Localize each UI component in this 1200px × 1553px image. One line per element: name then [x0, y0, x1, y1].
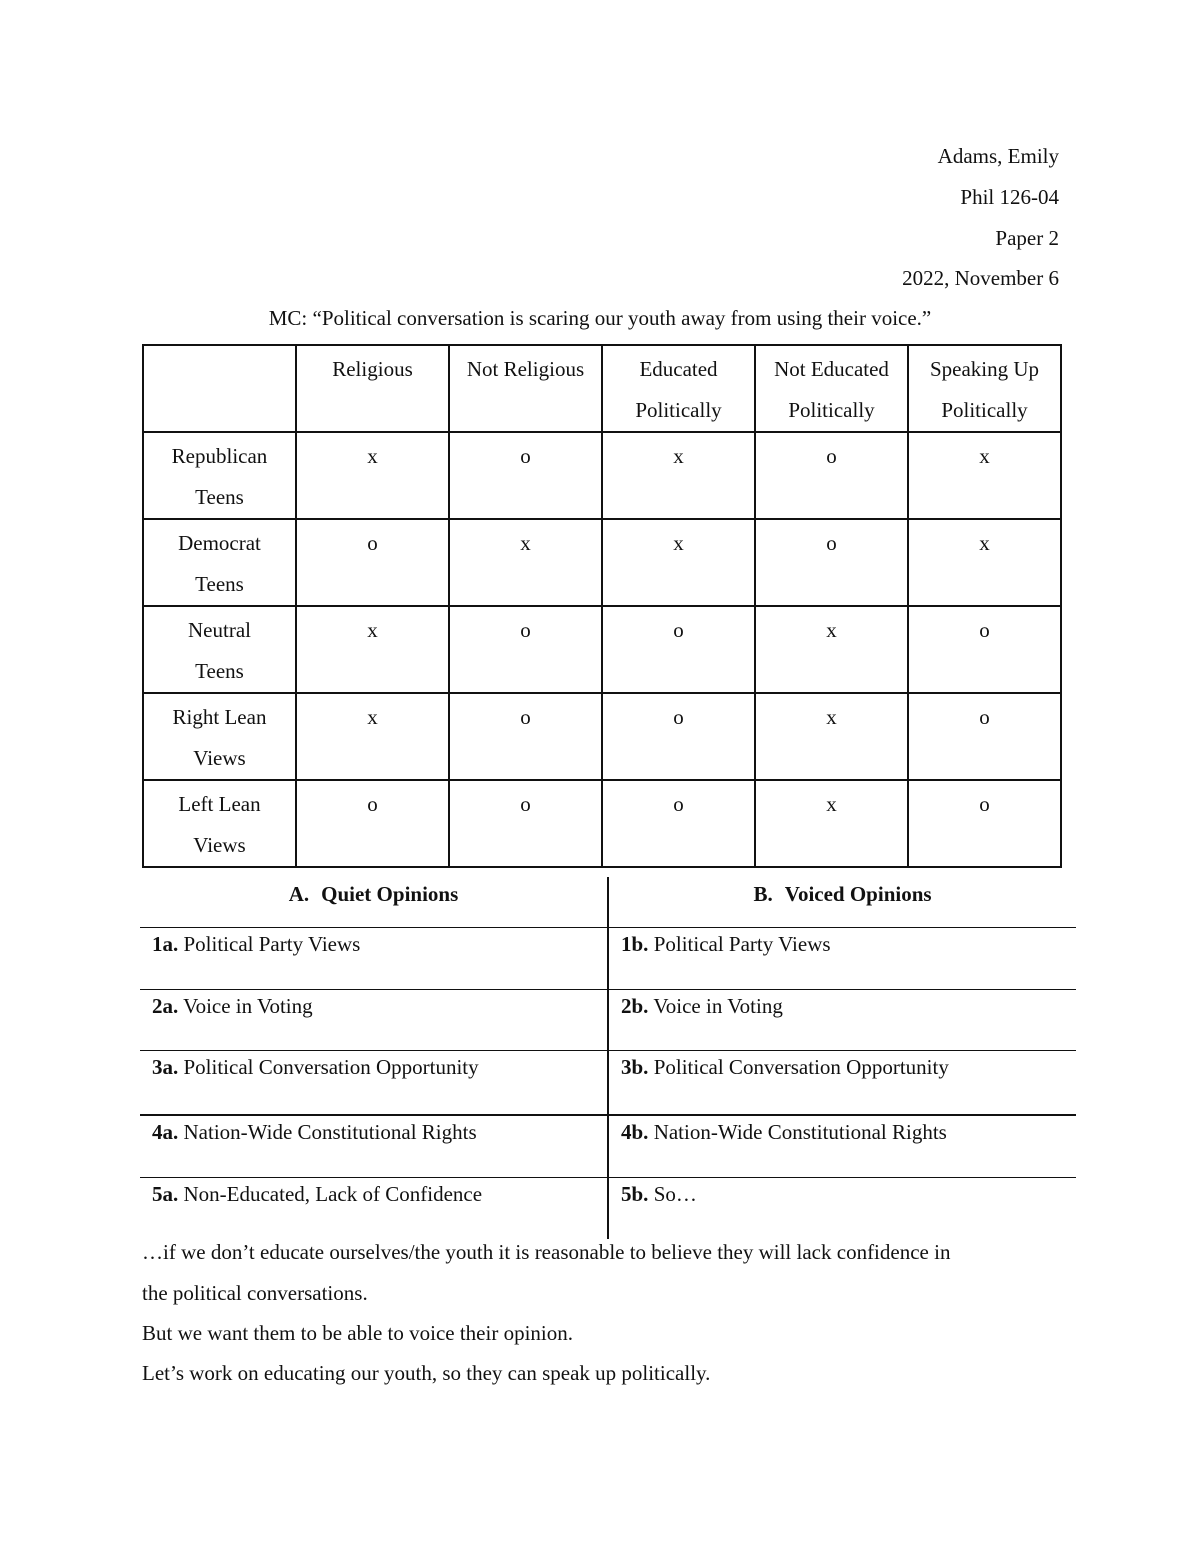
header-title: Voiced Opinions: [784, 882, 932, 906]
quiet-opinion-cell: [140, 989, 608, 1050]
item-number: 2b.: [621, 993, 649, 1018]
item-text: Nation-Wide Constitutional Rights: [183, 1120, 477, 1144]
item-number: 2a.: [152, 993, 179, 1018]
header-letter: A.: [288, 882, 310, 906]
grid-row-label: [143, 432, 296, 519]
item-number: 3b.: [621, 1054, 649, 1079]
grid-cell: x: [755, 606, 908, 693]
col-header-line: Politically: [788, 398, 875, 422]
item-number: 5a.: [152, 1181, 179, 1206]
col-header-line: Educated: [639, 357, 718, 381]
item-number: 1b.: [621, 931, 649, 956]
grid-col-header: [908, 345, 1061, 432]
item-number: 4b.: [621, 1120, 649, 1144]
grid-col-header: [296, 345, 449, 432]
grid-col-header: [755, 345, 908, 432]
item-text: Voice in Voting: [183, 993, 313, 1018]
opinions-row: [140, 1177, 1076, 1239]
grid-cell: o: [908, 693, 1061, 780]
grid-cell: x: [908, 432, 1061, 519]
grid-cell: o: [908, 780, 1061, 867]
grid-header-row: [143, 345, 1061, 432]
col-header-line: Not Religious: [466, 357, 585, 381]
grid-row-label: [143, 780, 296, 867]
grid-row: [143, 780, 1061, 867]
col-header-line: Speaking Up: [929, 357, 1040, 381]
opinions-header-row: [140, 877, 1076, 927]
grid-cell: o: [755, 432, 908, 519]
item-text: Political Party Views: [653, 931, 831, 956]
opinions-row: [140, 989, 1076, 1050]
opinions-table: [140, 877, 1076, 1239]
item-text: Political Conversation Opportunity: [653, 1054, 949, 1079]
grid-cell: x: [908, 519, 1061, 606]
row-label-line: Neutral: [188, 618, 251, 642]
grid-cell: x: [602, 519, 755, 606]
main-claim: MC: “Political conversation is scaring our youth away from using their voice.”: [268, 306, 932, 330]
row-label-line: Teens: [195, 485, 244, 509]
opinions-row: [140, 1115, 1076, 1177]
grid-cell: x: [602, 432, 755, 519]
grid-row: [143, 519, 1061, 606]
item-text: Nation-Wide Constitutional Rights: [653, 1120, 947, 1144]
conclusion-line: But we want them to be able to voice their opinion.: [142, 1321, 573, 1345]
col-header-line: Politically: [941, 398, 1028, 422]
item-number: 5b.: [621, 1181, 649, 1206]
grid-corner-cell: [143, 345, 296, 432]
conclusion-line: …if we don’t educate ourselves/the youth it is reasonable to believe they will lack confidence in: [142, 1240, 951, 1264]
grid-cell: o: [602, 606, 755, 693]
opinions-row: [140, 927, 1076, 989]
quiet-opinion-cell: [140, 1050, 608, 1115]
item-text: So…: [653, 1181, 697, 1206]
paper-date: 2022, November 6: [902, 266, 1059, 290]
voiced-opinion-cell: [608, 1115, 1076, 1177]
item-text: Voice in Voting: [653, 993, 783, 1018]
grid-row-label: [143, 606, 296, 693]
grid-row-label: [143, 693, 296, 780]
item-text: Political Conversation Opportunity: [183, 1054, 479, 1079]
grid-cell: x: [296, 693, 449, 780]
grid-cell: o: [602, 693, 755, 780]
grid-cell: o: [296, 519, 449, 606]
comparison-grid: [142, 344, 1062, 868]
voiced-opinion-cell: [608, 989, 1076, 1050]
col-header-line: Religious: [332, 357, 413, 381]
grid-cell: x: [296, 432, 449, 519]
header-title: Quiet Opinions: [321, 882, 459, 906]
header-letter: B.: [753, 882, 773, 906]
grid-row: [143, 606, 1061, 693]
grid-cell: o: [296, 780, 449, 867]
grid-cell: x: [755, 780, 908, 867]
voiced-opinion-cell: [608, 1050, 1076, 1115]
row-label-line: Democrat: [178, 531, 261, 555]
grid-cell: o: [449, 432, 602, 519]
quiet-opinions-header: [140, 877, 608, 927]
grid-row: [143, 693, 1061, 780]
voiced-opinions-header: [608, 877, 1076, 927]
grid-cell: x: [449, 519, 602, 606]
grid-row: [143, 432, 1061, 519]
row-label-line: Teens: [195, 659, 244, 683]
item-number: 4a.: [152, 1120, 179, 1144]
row-label-line: Views: [193, 746, 246, 770]
grid-col-header: [602, 345, 755, 432]
quiet-opinion-cell: [140, 1177, 608, 1239]
row-label-line: Republican: [171, 444, 268, 468]
quiet-opinion-cell: [140, 927, 608, 989]
paper-number: Paper 2: [995, 226, 1059, 250]
grid-row-label: [143, 519, 296, 606]
author-name: Adams, Emily: [937, 144, 1059, 168]
row-label-line: Views: [193, 833, 246, 857]
grid-cell: o: [449, 780, 602, 867]
grid-cell: o: [908, 606, 1061, 693]
quiet-opinion-cell: [140, 1115, 608, 1177]
grid-cell: o: [602, 780, 755, 867]
item-number: 3a.: [152, 1054, 179, 1079]
item-text: Political Party Views: [183, 931, 361, 956]
grid-cell: x: [296, 606, 449, 693]
voiced-opinion-cell: [608, 1177, 1076, 1239]
grid-cell: o: [449, 606, 602, 693]
conclusion-line: the political conversations.: [142, 1281, 368, 1305]
opinions-row: [140, 1050, 1076, 1115]
grid-col-header: [449, 345, 602, 432]
col-header-line: Politically: [635, 398, 722, 422]
col-header-line: Not Educated: [774, 357, 889, 381]
grid-cell: o: [449, 693, 602, 780]
row-label-line: Right Lean: [172, 705, 267, 729]
conclusion-line: Let’s work on educating our youth, so they can speak up politically.: [142, 1361, 711, 1385]
row-label-line: Teens: [195, 572, 244, 596]
voiced-opinion-cell: [608, 927, 1076, 989]
course-code: Phil 126-04: [960, 185, 1059, 209]
item-number: 1a.: [152, 931, 179, 956]
grid-cell: o: [755, 519, 908, 606]
row-label-line: Left Lean: [178, 792, 261, 816]
item-text: Non-Educated, Lack of Confidence: [183, 1181, 483, 1206]
grid-cell: x: [755, 693, 908, 780]
